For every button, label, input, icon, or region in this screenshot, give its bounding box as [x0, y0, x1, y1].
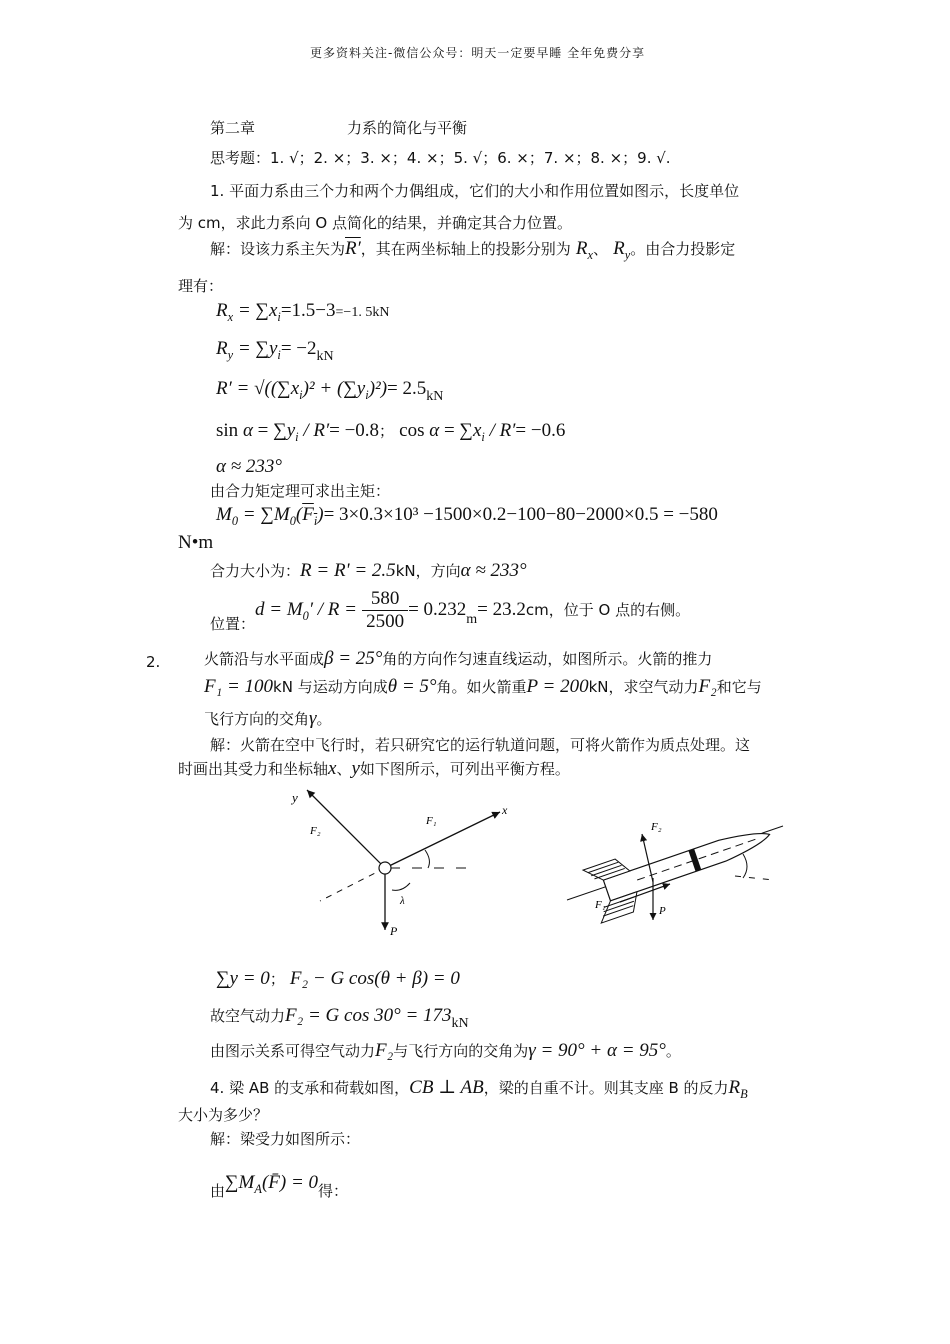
eq-sin-cos: $\sin \alpha = \sum y_i / R'= -0.8$； $\cos \alpha = \sum x_i / R'= -0.6$: [216, 420, 566, 444]
fraction: [362, 588, 408, 633]
p2-text-3a: 飞行方向的交角: [204, 710, 310, 728]
sol-text-e: 理有：: [178, 277, 224, 295]
R-value: = 2.5: [387, 378, 427, 399]
p2-text-2f: kN，求空气动力: [588, 678, 699, 696]
M0-expression: = 3×0.3×10³ −1500×0.2−100−80−2000×0.5 = −580: [323, 504, 718, 525]
eq-R: $R' = √((\sum x_i)^2 + (\sum y_i)^2)= 2.5kN$: [216, 378, 444, 404]
think-answers: 思考题：1. √；2. ×；3. ×；4. ×；5. √；6. ×；7. ×；8. ×；9. √.: [210, 149, 671, 167]
gamma-value: γ = 90° + α = 95°: [528, 1040, 666, 1061]
equation-sum-y: [216, 968, 460, 990]
pos-unit-m: m: [466, 612, 478, 627]
sin-value: = −0.8: [329, 420, 380, 441]
problem2-number: 2.: [146, 653, 161, 671]
rocket-label-f2: F₂: [651, 821, 662, 833]
F2-value-eq: F₂ = G cos 30° = 173: [285, 1005, 452, 1026]
force-x-axis: [385, 812, 500, 868]
problem1-solution: [210, 238, 735, 263]
eq-Ry: $R_y = \sum y_i= -2kN$: [216, 338, 334, 364]
force-label-p: P: [390, 924, 398, 938]
unit-Nm: N•m: [178, 532, 214, 553]
force-label-x: x: [502, 803, 508, 817]
Rx-value: =1.5−3: [280, 300, 336, 321]
force-diagram: [280, 778, 508, 948]
eq-separator: ；: [269, 970, 285, 988]
mag-direction: α ≈ 233°: [460, 560, 527, 581]
moment-sum-eq: $\sum M_A(F̄) = 0$: [225, 1172, 319, 1196]
resultant-position: [210, 588, 690, 634]
Rx-symbol: $R_x$: [575, 238, 593, 262]
force-label-lambda: λ: [400, 895, 405, 907]
sol-text-c: 、: [592, 240, 608, 258]
equation-F2: [210, 1005, 469, 1032]
mag-unit: kN，方向: [395, 562, 461, 580]
F2-balance-eq: F₂ − G cos(θ + β) = 0: [289, 968, 460, 989]
force-angle-arc: [425, 850, 429, 868]
separator: ；: [379, 422, 395, 440]
problem4-line3: 解：梁受力如图所示：: [210, 1130, 361, 1148]
problem2-line3: [204, 708, 332, 730]
Ry-unit: kN: [316, 349, 334, 364]
eq2-label: 故空气动力: [210, 1007, 286, 1025]
p2-text-2b: kN 与运动方向成: [273, 678, 388, 696]
p4-text-4a: 由: [210, 1182, 226, 1200]
R-unit: kN: [426, 389, 444, 404]
Ry-value: = −2: [280, 338, 317, 359]
pos-cm-text: cm，位于 O 点的右侧。: [525, 601, 691, 619]
chapter-title: 力系的简化与平衡: [347, 119, 468, 137]
CB-perp-AB: CB ⊥ AB: [409, 1077, 484, 1098]
p2-text-1c: 角的方向作匀速直线运动，如图所示。火箭的推力: [382, 650, 713, 668]
force-y-axis-dash: [320, 868, 385, 901]
problem2-solution-1: 解：火箭在空中飞行时，若只研究它的运行轨道问题，可将火箭作为质点处理。这: [210, 736, 751, 754]
rocket-horizontal-dash: [735, 876, 773, 880]
problem1-line1: 1. 平面力系由三个力和两个力偶组成，它们的大小和作用位置如图示，长度单位: [210, 182, 740, 200]
eq3-label-a: 由图示关系可得空气动力: [210, 1042, 376, 1060]
sum-y-eq: ∑y = 0: [216, 968, 270, 989]
F2-symbol: F₂: [698, 676, 717, 697]
force-label-f2: F₂: [310, 825, 321, 837]
eq3-F2: F₂: [375, 1040, 394, 1061]
cos-value: = −0.6: [515, 420, 566, 441]
force-origin-circle: [379, 862, 391, 874]
pos-d-expr: $d = M_0' / R$ =: [255, 599, 357, 623]
rocket-angle-arc: [743, 854, 747, 878]
fraction-numerator: 580: [362, 588, 408, 611]
p2-sol-2a: 时画出其受力和坐标轴: [178, 760, 329, 778]
problem2-line1: [204, 648, 712, 670]
eq3-label-c: 与飞行方向的交角为: [393, 1042, 529, 1060]
main-vector-R: R′: [345, 238, 361, 259]
pos-cm-value: = 23.2: [477, 599, 526, 620]
Rx-unit: =−1. 5kN: [335, 305, 390, 320]
problem4-line2: 大小为多少？: [178, 1106, 269, 1124]
pos-label: 位置：: [210, 615, 256, 633]
F2-unit: kN: [451, 1016, 469, 1031]
force-label-f1: F₁: [426, 815, 437, 827]
moment-intro: 由合力矩定理可求出主矩：: [210, 482, 391, 500]
eq3-end: 。: [665, 1042, 681, 1060]
sol-text-d: 。由合力投影定: [630, 240, 736, 258]
mag-label: 合力大小为：: [210, 562, 301, 580]
rocket-diagram: [565, 812, 790, 937]
fraction-denominator: 2500: [366, 611, 405, 632]
p2-text-3c: 。: [316, 710, 332, 728]
p4-text-1c: ，梁的自重不计。则其支座 B 的反力: [483, 1079, 729, 1097]
problem4-line1: [210, 1076, 748, 1102]
mag-expression: R = R' = 2.5: [300, 560, 396, 581]
rocket-body: [583, 809, 779, 923]
chapter-label: 第二章: [210, 119, 256, 137]
problem1-line2: 为 cm，求此力系向 O 点简化的结果，并确定其合力位置。: [178, 214, 572, 232]
P-value: P = 200: [526, 676, 589, 697]
resultant-magnitude: [210, 560, 527, 582]
p2-sol-2e: 如下图所示，可列出平衡方程。: [359, 760, 570, 778]
p4-text-1a: 4. 梁 AB 的支承和荷载如图，: [210, 1079, 410, 1097]
p4-text-4e: 得：: [318, 1182, 349, 1200]
theta-value: θ = 5°: [387, 676, 437, 697]
sol-text-a: 解：设该力系主矢为: [210, 240, 346, 258]
F1-value: F₁ = 100: [204, 676, 274, 697]
page-header: 更多资料关注-微信公众号：明天一定要早睡 全年免费分享: [310, 46, 646, 60]
problem2-solution-2: [178, 758, 570, 780]
axis-x-symbol: x: [328, 758, 337, 779]
pos-value: = 0.232: [408, 599, 467, 620]
problem4-line4: [210, 1172, 348, 1201]
force-lambda-arc: [392, 883, 410, 890]
Ry-symbol: $R_y$: [613, 238, 631, 262]
axis-y-symbol: y: [351, 758, 360, 779]
gamma-symbol: γ: [309, 708, 317, 729]
eq-M0: $M_0 = \sum M_0(F_i)= 3\times 0.3\times 10^3 -1500\times 0.2-100-80-2000\times 0.5 = -580$: [216, 504, 718, 528]
sol-text-b: ，其在两坐标轴上的投影分别为: [360, 240, 571, 258]
p2-text-1a: 火箭沿与水平面成: [204, 650, 325, 668]
eq-Rx: $R_x = \sum x_i=1.5-3=-1$. 5kN: [216, 300, 390, 324]
rocket-label-f1: F₁: [595, 899, 606, 911]
p2-sol-2c: 、: [336, 760, 352, 778]
force-label-y: y: [292, 790, 298, 805]
RB-symbol: $R_B$: [728, 1077, 748, 1101]
p2-text-2d: 角。如火箭重: [436, 678, 527, 696]
equation-gamma: [210, 1040, 681, 1062]
beta-value: β = 25°: [324, 648, 383, 669]
rocket-label-p: P: [659, 905, 666, 917]
problem2-line2: [204, 676, 762, 698]
p2-text-2h: 和它与: [716, 678, 762, 696]
alpha-result: α ≈ 233°: [216, 456, 282, 477]
